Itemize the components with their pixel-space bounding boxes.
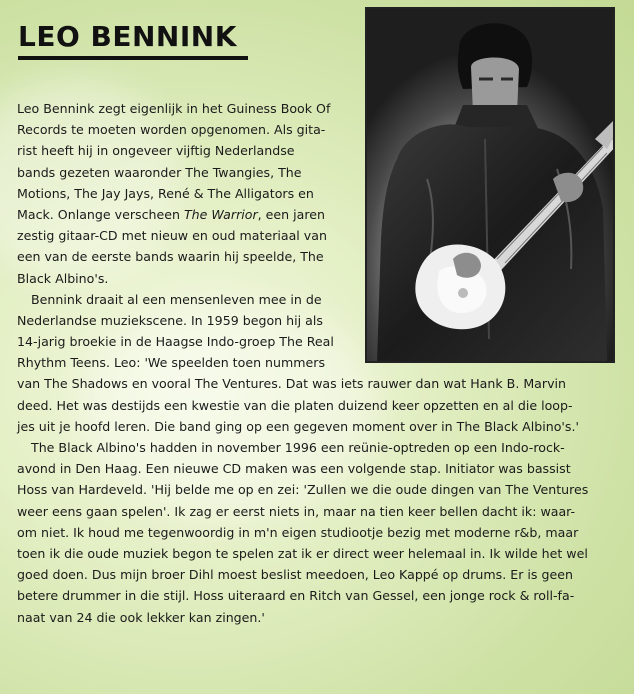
- article-line: [17, 98, 617, 119]
- text-run: naat van 24 die ook lekker kan zingen.': [17, 609, 265, 625]
- article-line: [17, 225, 617, 246]
- text-run: Leo Bennink zegt eigenlijk in het Guiness Book Of: [17, 101, 331, 116]
- text-run: bands gezeten waaronder The Twangies, The: [17, 164, 302, 180]
- article-line: [17, 479, 617, 500]
- text-run: 14-jarig broekie in de Haagse Indo-groep The Real: [17, 334, 334, 350]
- article-paragraph: [17, 98, 617, 289]
- article-line: [17, 246, 617, 267]
- article-line: [17, 585, 617, 606]
- album-title-italic: The Warrior: [183, 206, 258, 222]
- article-body: [17, 98, 617, 628]
- text-run: een van de eerste bands waarin hij speelde, The: [17, 249, 324, 265]
- title-underline: [18, 56, 248, 60]
- text-run: om niet. Ik houd me tegenwoordig in m'n eigen studiootje bezig met moderne r&b, maar: [17, 524, 579, 540]
- article-line: [17, 501, 617, 522]
- article-line: [17, 543, 617, 564]
- text-run: Mack. Onlange verscheen: [17, 206, 184, 222]
- article-line: [17, 416, 617, 437]
- article-line: [17, 310, 617, 331]
- article-line: [17, 373, 617, 394]
- text-run: van The Shadows en vooral The Ventures. Dat was iets rauwer dan wat Hank B. Marvin: [17, 376, 567, 392]
- article-line: [17, 437, 617, 458]
- text-run: Bennink draait al een mensenleven mee in de: [31, 291, 322, 307]
- text-run: weer eens gaan spelen'. Ik zag er eerst niets in, maar na tien keer bellen dacht ik: waar-: [17, 503, 576, 519]
- text-run: Black Albino's.: [17, 270, 109, 286]
- text-run: toen ik die oude muziek begon te spelen zat ik er direct weer helemaal in. Ik wilde het wel: [17, 545, 588, 561]
- text-run: The Black Albino's hadden in november 1996 een reünie-optreden op een Indo-rock-: [31, 440, 565, 455]
- text-run: betere drummer in die stijl. Hoss uiteraard en Ritch van Gessel, een jonge rock & roll-fa-: [17, 588, 575, 604]
- text-run: zestig gitaar-CD met nieuw en oud materiaal van: [17, 228, 327, 244]
- text-run: deed. Het was destijds een kwestie van die platen duizend keer opzetten en al die loop-: [17, 397, 573, 413]
- text-run: Rhythm Teens. Leo: 'We speelden toen nummers: [17, 355, 326, 371]
- article-line: [17, 268, 617, 289]
- article-paragraph: [17, 289, 617, 437]
- article-line: [17, 204, 617, 225]
- article-title: LEO BENNINK: [18, 20, 237, 53]
- article-line: [17, 395, 617, 416]
- text-run: avond in Den Haag. Een nieuwe CD maken was een volgende stap. Initiator was bassist: [17, 461, 571, 477]
- text-run: Nederlandse muziekscene. In 1959 begon hij als: [17, 312, 323, 328]
- text-run: Records te moeten worden opgenomen. Als gita-: [17, 122, 326, 138]
- text-run: goed doen. Dus mijn broer Dihl moest beslist meedoen, Leo Kappé op drums. Er is geen: [17, 567, 573, 583]
- article-paragraph: [17, 437, 617, 628]
- article-line: [17, 183, 617, 204]
- text-run: Motions, The Jay Jays, René & The Alligators en: [17, 185, 314, 201]
- text-run: Hoss van Hardeveld. 'Hij belde me op en zei: 'Zullen we die oude dingen van The Ventures: [17, 482, 589, 498]
- article-line: [17, 564, 617, 585]
- article-line: [17, 119, 617, 140]
- text-run: rist heeft hij in ongeveer vijftig Nederlandse: [17, 143, 295, 159]
- article-line: [17, 522, 617, 543]
- article-line: [17, 140, 617, 161]
- text-run: jes uit je hoofd leren. Die band ging op een gegeven moment over in The Black Albino's.': [17, 418, 579, 434]
- article-line: [17, 607, 617, 628]
- article-line: [17, 352, 617, 373]
- article-line: [17, 162, 617, 183]
- article-line: [17, 331, 617, 352]
- text-run: , een jaren: [257, 206, 325, 222]
- article-line: [17, 289, 617, 310]
- article-line: [17, 458, 617, 479]
